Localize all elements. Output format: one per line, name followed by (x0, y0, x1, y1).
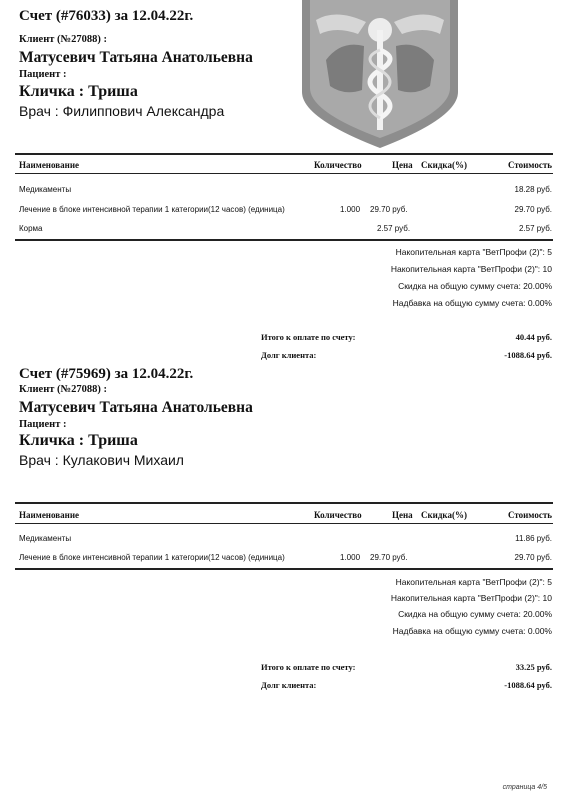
row-cost: 29.70 руб. (514, 205, 552, 214)
client-label: Клиент (№27088) : (19, 384, 107, 395)
doctor-name: Врач : Филиппович Александра (19, 103, 225, 119)
caduceus-shield-icon (296, 0, 464, 150)
client-name: Матусевич Татьяна Анатольевна (19, 49, 253, 66)
table-top-border (15, 502, 553, 504)
table-header-border (15, 173, 553, 174)
row-name: Медикаменты (19, 534, 72, 543)
total-label: Итого к оплате по счету: (261, 332, 356, 342)
row-cost: 18.28 руб. (514, 185, 552, 194)
loyalty-card-note: Накопительная карта "ВетПрофи (2)": 10 (390, 264, 552, 274)
markup-note: Надбавка на общую сумму счета: 0.00% (392, 626, 552, 636)
row-price: 29.70 руб. (370, 553, 408, 562)
row-cost: 2.57 руб. (518, 224, 552, 233)
page-number: страница 4/5 (502, 784, 547, 791)
row-cost: 11.86 руб. (515, 534, 552, 543)
loyalty-card-note: Накопительная карта "ВетПрофи (2)": 10 (390, 593, 552, 603)
invoice-title: Счет (#75969) за 12.04.22г. (19, 366, 194, 382)
col-header-name: Наименование (19, 510, 79, 520)
discount-note: Скидка на общую сумму счета: 20.00% (398, 281, 552, 291)
table-top-border (15, 153, 553, 155)
row-cost: 29.70 руб. (514, 553, 552, 562)
client-name: Матусевич Татьяна Анатольевна (19, 399, 253, 416)
clinic-logo (296, 0, 464, 150)
pet-name: Кличка : Триша (19, 432, 138, 449)
row-name: Лечение в блоке интенсивной терапии 1 категории(12 часов) (единица) (19, 553, 285, 562)
row-name: Медикаменты (19, 185, 72, 194)
debt-label: Долг клиента: (261, 350, 317, 360)
col-header-cost: Стоимость (507, 510, 552, 520)
col-header-cost: Стоимость (507, 160, 552, 170)
col-header-name: Наименование (19, 160, 79, 170)
debt-label: Долг клиента: (261, 680, 317, 690)
table-bottom-border (15, 568, 553, 570)
doctor-name: Врач : Кулакович Михаил (19, 452, 184, 468)
row-qty: 1.000 (340, 553, 361, 562)
row-name: Лечение в блоке интенсивной терапии 1 категории(12 часов) (единица) (19, 205, 285, 214)
total-label: Итого к оплате по счету: (261, 662, 356, 672)
total-value: 40.44 руб. (515, 332, 552, 342)
row-name: Корма (19, 224, 43, 233)
markup-note: Надбавка на общую сумму счета: 0.00% (392, 298, 552, 308)
loyalty-card-note: Накопительная карта "ВетПрофи (2)": 5 (395, 577, 552, 587)
row-qty: 1.000 (340, 205, 361, 214)
pet-name: Кличка : Триша (19, 83, 138, 100)
discount-note: Скидка на общую сумму счета: 20.00% (398, 609, 552, 619)
total-value: 33.25 руб. (515, 662, 552, 672)
client-label: Клиент (№27088) : (19, 34, 107, 45)
col-header-price: Цена (392, 160, 413, 170)
debt-value: -1088.64 руб. (504, 680, 552, 690)
row-price: 2.57 руб. (377, 224, 411, 233)
col-header-discount: Скидка(%) (421, 160, 467, 170)
col-header-qty: Количество (314, 510, 362, 520)
col-header-qty: Количество (314, 160, 362, 170)
row-price: 29.70 руб. (370, 205, 408, 214)
patient-label: Пациент : (19, 419, 67, 430)
patient-label: Пациент : (19, 69, 67, 80)
invoice-title: Счет (#76033) за 12.04.22г. (19, 8, 194, 24)
col-header-price: Цена (392, 510, 413, 520)
col-header-discount: Скидка(%) (421, 510, 467, 520)
table-header-border (15, 523, 553, 524)
loyalty-card-note: Накопительная карта "ВетПрофи (2)": 5 (395, 247, 552, 257)
table-bottom-border (15, 239, 553, 241)
debt-value: -1088.64 руб. (504, 350, 552, 360)
